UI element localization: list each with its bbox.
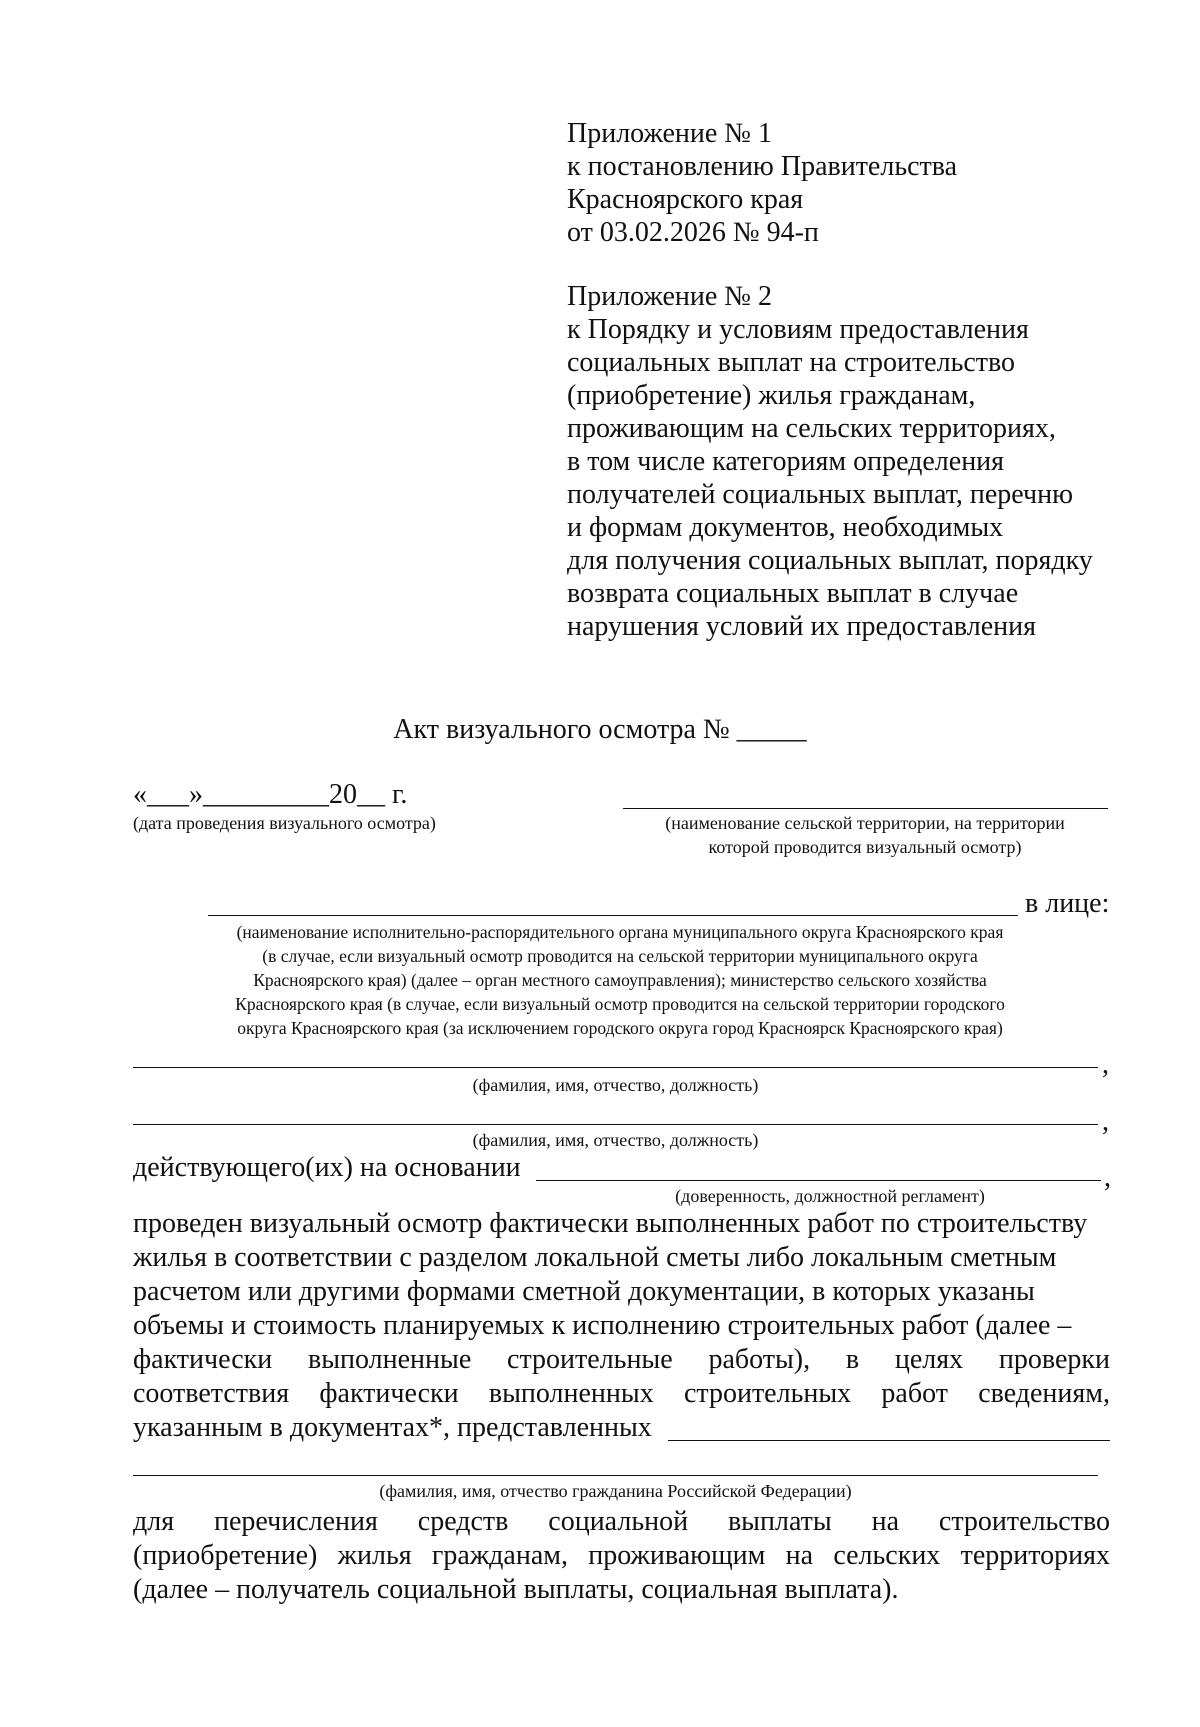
- date-field[interactable]: «___»_________20__ г.: [133, 779, 408, 810]
- appendix-2-line: и формам документов, необходимых: [567, 512, 1004, 543]
- final-line: для перечисления средств социальной выплаты на строительство: [133, 1506, 1110, 1537]
- appendix-1-line: от 03.02.2026 № 94-п: [567, 217, 819, 248]
- appendix-2-line: для получения социальных выплат, порядку: [567, 545, 1093, 576]
- body-line: объемы и стоимость планируемых к исполнению строительных работ (далее –: [133, 1310, 1072, 1341]
- appendix-1-line: Приложение № 1: [567, 118, 772, 149]
- person-2-caption: (фамилия, имя, отчество, должность): [472, 1130, 759, 1150]
- organ-caption-line: округа Красноярского края (за исключением городского округа город Красноярск Красноярского края): [237, 1018, 1003, 1038]
- appendix-2-line: Приложение № 2: [567, 281, 772, 312]
- person-1-input-line[interactable]: [133, 1067, 1098, 1068]
- comma: ,: [1102, 1049, 1109, 1080]
- body-line: проведен визуальный осмотр фактически выполненных работ по строительству: [133, 1208, 1088, 1239]
- territory-caption: [600, 811, 1130, 859]
- submitted-by-input-line[interactable]: [668, 1440, 1110, 1441]
- appendix-2-header: [567, 280, 1187, 643]
- organ-input-line[interactable]: [208, 915, 1018, 916]
- body-line: соответствия фактически выполненных строительных работ сведениям,: [133, 1378, 1110, 1409]
- act-title: Акт визуального осмотра № _____: [393, 714, 807, 745]
- territory-input-line[interactable]: [623, 808, 1108, 809]
- final-paragraph: [133, 1505, 1110, 1607]
- person-1-caption: (фамилия, имя, отчество, должность): [472, 1075, 759, 1095]
- date-caption: (дата проведения визуального осмотра): [133, 813, 436, 833]
- territory-caption-line: (наименование сельской территории, на территории: [665, 813, 1065, 833]
- appendix-2-line: социальных выплат на строительство: [567, 347, 1016, 378]
- appendix-1-line: к постановлению Правительства: [567, 151, 958, 182]
- appendix-1-line: Красноярского края: [567, 184, 804, 215]
- submitted-label: указанным в документах*, представленных: [133, 1412, 652, 1443]
- final-line: (приобретение) жилья гражданам, проживающим на сельских территориях: [133, 1540, 1110, 1571]
- organ-caption-line: Красноярского края) (далее – орган местного самоуправления); министерство сельского хозяйства: [253, 970, 987, 990]
- body-line: расчетом или другими формами сметной документации, в которых указаны: [133, 1276, 1035, 1307]
- appendix-2-line: к Порядку и условиям предоставления: [567, 314, 1029, 345]
- final-line: (далее – получатель социальной выплаты, социальная выплата).: [133, 1574, 899, 1605]
- appendix-2-line: получателей социальных выплат, перечню: [567, 479, 1073, 510]
- citizen-input-line[interactable]: [133, 1475, 1098, 1476]
- person-2-input-line[interactable]: [133, 1124, 1098, 1125]
- organ-caption-line: Красноярского края (в случае, если визуальный осмотр проводится на сельской территории городского: [235, 994, 1005, 1014]
- body-line: фактически выполненные строительные работы), в целях проверки: [133, 1344, 1110, 1375]
- comma: ,: [1104, 1162, 1111, 1193]
- appendix-2-line: в том числе категориям определения: [567, 446, 1005, 477]
- comma: ,: [1102, 1106, 1109, 1137]
- in-person-label: в лице:: [1025, 888, 1110, 919]
- acting-label: действующего(их) на основании: [133, 1152, 521, 1183]
- appendix-1-header: [567, 117, 1187, 249]
- citizen-caption: (фамилия, имя, отчество гражданина Российской Федерации): [379, 1481, 852, 1501]
- body-paragraph: [133, 1207, 1110, 1411]
- basis-input-line[interactable]: [536, 1180, 1101, 1181]
- body-line: жилья в соответствии с разделом локальной сметы либо локальным сметным: [133, 1242, 1057, 1273]
- territory-caption-line: которой проводится визуальный осмотр): [708, 837, 1022, 857]
- appendix-2-line: (приобретение) жилья гражданам,: [567, 380, 976, 411]
- organ-caption-line: (в случае, если визуальный осмотр проводится на сельской территории муниципального округа: [262, 946, 978, 966]
- appendix-2-line: возврата социальных выплат в случае: [567, 578, 1019, 609]
- appendix-2-line: нарушения условий их предоставления: [567, 611, 1036, 642]
- appendix-2-line: проживающим на сельских территориях,: [567, 413, 1056, 444]
- organ-caption-line: (наименование исполнительно-распорядительного органа муниципального округа Красноярского края: [236, 922, 1004, 942]
- acting-caption: (доверенность, должностной регламент): [675, 1186, 985, 1206]
- organ-caption: [130, 920, 1110, 1040]
